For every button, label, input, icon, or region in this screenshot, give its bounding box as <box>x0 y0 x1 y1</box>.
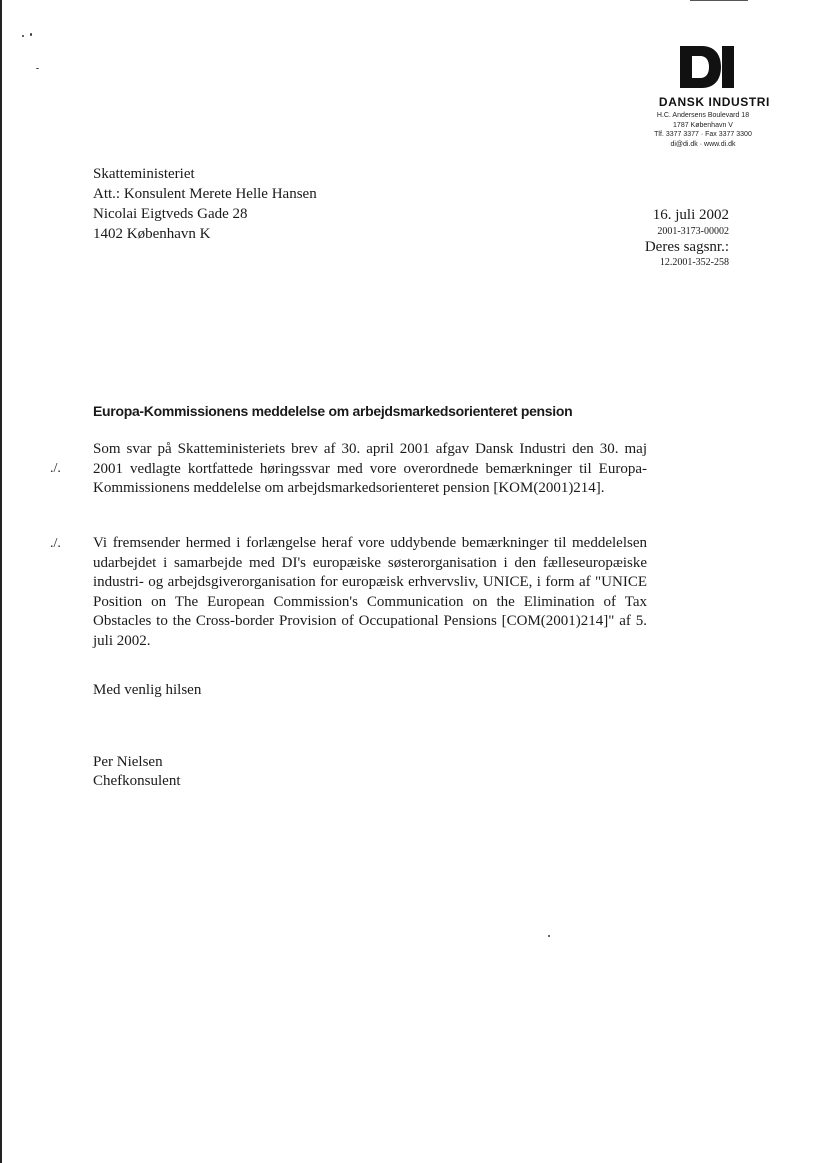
our-reference: 2001-3173-00002 <box>657 226 729 237</box>
recipient-address <box>93 164 317 244</box>
date-references <box>645 205 729 269</box>
enclosure-mark: ./. <box>50 461 61 476</box>
your-reference: 12.2001-352-258 <box>659 257 729 268</box>
scan-speck <box>548 935 550 937</box>
company-phone-fax: Tlf. 3377 3377 · Fax 3377 3300 <box>654 131 752 138</box>
scan-speck <box>22 35 24 37</box>
signatory-title: Chefkonsulent <box>93 773 181 789</box>
recipient-street: Nicolai Eigtveds Gade 28 <box>93 206 248 222</box>
letter-date: 16. juli 2002 <box>652 207 729 223</box>
closing-salutation: Med venlig hilsen <box>93 682 202 698</box>
di-logo <box>680 46 734 88</box>
company-address-line2: 1787 København V <box>673 121 733 129</box>
body-paragraph-1: Som svar på Skatteministeriets brev af 30. april 2001 afgav Dansk Industri den 30. maj 2001 vedlagte kortfattede høringssvar med vore overordnede bemærkninger til Europa-Kommissionens meddelelse om arbejdsmarkedsorienteret pension [KOM(2001)214]. <box>93 441 647 496</box>
recipient-name: Skatteministeriet <box>93 166 195 182</box>
your-reference-label: Deres sagsnr.: <box>644 239 729 255</box>
body-paragraph-2: Vi fremsender hermed i forlængelse heraf vore uddybende bemærkninger til meddelelsen udarbejdet i samarbejde med DI's europæiske søsterorganisation i den fælleseuropæiske industri- og arbejdsgiverorganisation for europæisk erhvervsliv, UNICE, i form af "UNICE Position on The European Commission's Communication on the Elimination of Tax Obstacles to the Cross-border Provision of Occupational Pensions [COM(2001)214]" af 5. juli 2002. <box>93 535 647 649</box>
signatory-name: Per Nielsen <box>93 754 163 770</box>
enclosure-mark: ./. <box>50 536 61 551</box>
company-name: DANSK INDUSTRI <box>658 95 770 109</box>
scan-speck <box>30 33 32 36</box>
company-address-line1: H.C. Andersens Boulevard 18 <box>656 112 750 119</box>
scan-edge <box>0 0 2 1163</box>
recipient-postal-city: 1402 København K <box>93 226 211 242</box>
company-contact-info <box>600 111 772 149</box>
scan-speck <box>36 68 39 69</box>
letter-subject: Europa-Kommissionens meddelelse om arbejdsmarkedsorienteret pension <box>93 403 573 419</box>
scan-line <box>690 0 748 1</box>
signatory <box>93 753 181 791</box>
company-email-web: di@di.dk · www.di.dk <box>670 140 736 148</box>
recipient-attention: Att.: Konsulent Merete Helle Hansen <box>93 186 317 202</box>
